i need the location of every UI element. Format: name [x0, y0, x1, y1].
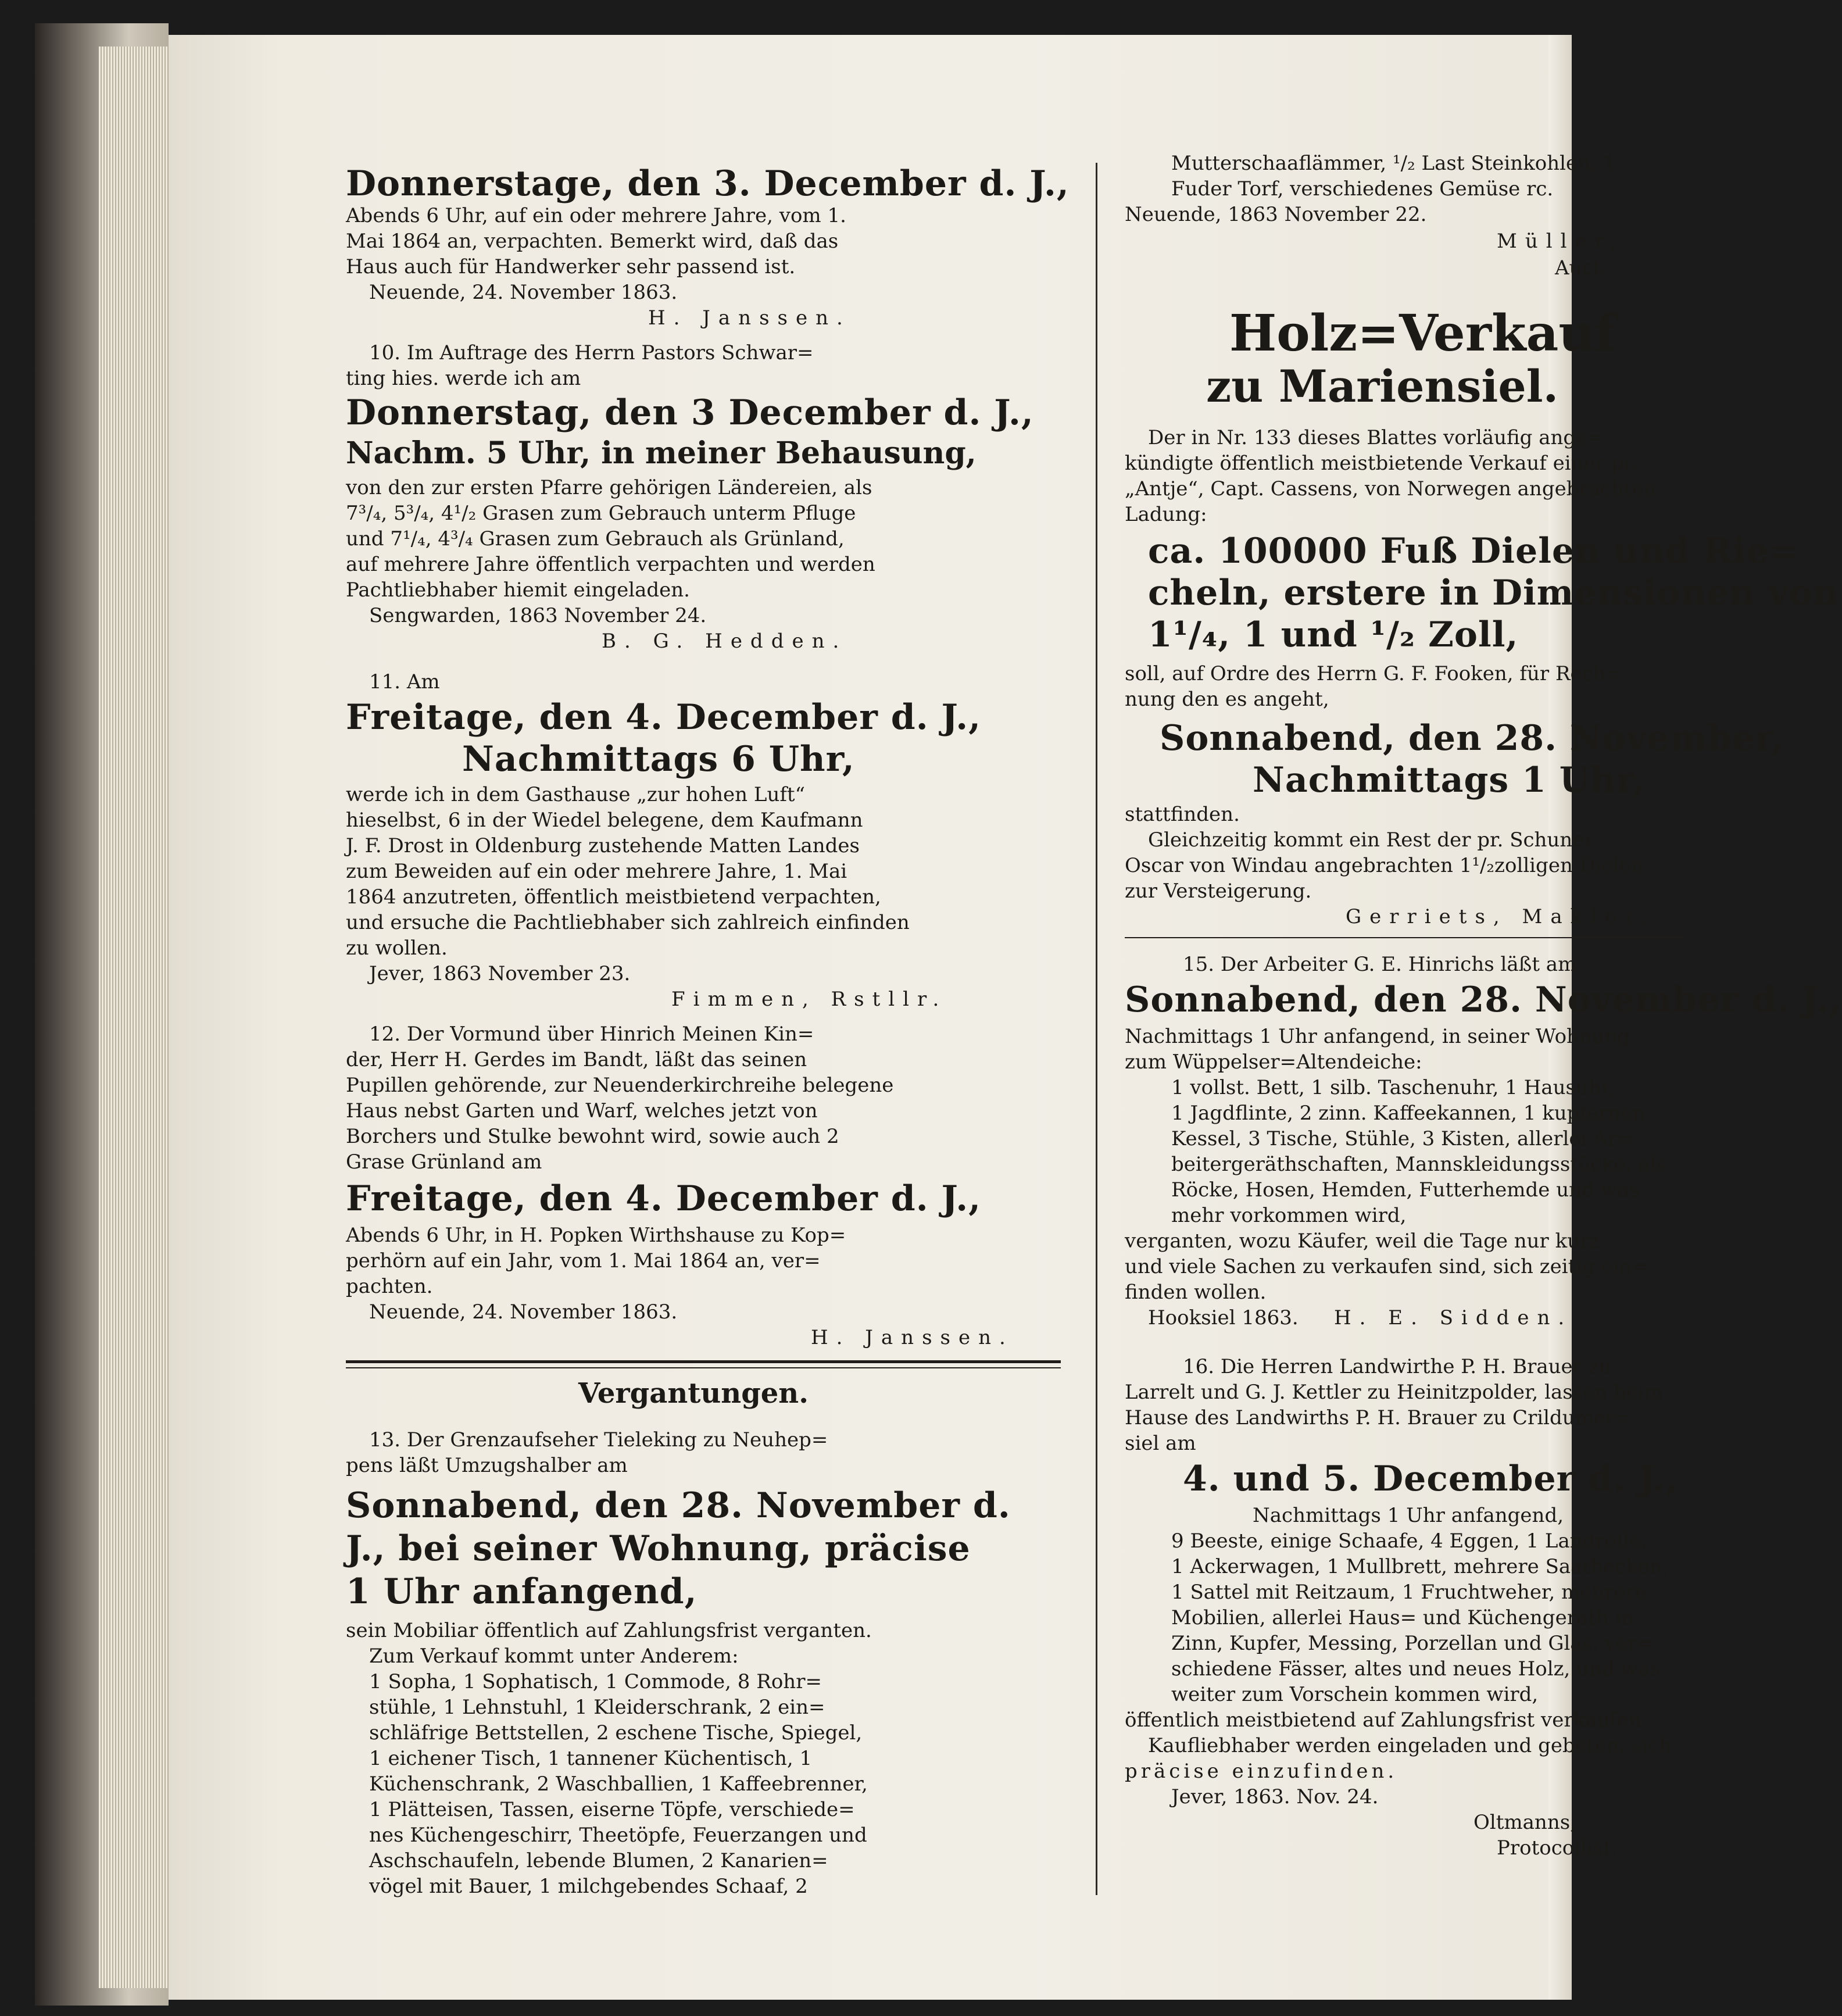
text-line: J. F. Drost in Oldenburg zustehende Matten Landes: [346, 834, 860, 857]
place-date: Sengwarden, 1863 November 24.: [369, 604, 707, 627]
text-line: und viele Sachen zu verkaufen sind, sich zeitig ein=: [1125, 1255, 1649, 1278]
date-heading: Sonnabend, den 28. November d. J.,: [1125, 980, 1842, 1020]
text-line: Zum Verkauf kommt unter Anderem:: [369, 1645, 739, 1668]
signature: H. Janssen.: [811, 1326, 1014, 1349]
text-line: Kessel, 3 Tische, Stühle, 3 Kisten, allerlei Ar=: [1171, 1127, 1634, 1150]
text-line: der, Herr H. Gerdes im Bandt, läßt das seinen: [346, 1048, 807, 1071]
date-heading: Freitage, den 4. December d. J.,: [346, 1178, 982, 1219]
ad-title: Holz=Verkauf: [1229, 304, 1616, 363]
text-line: Pupillen gehörende, zur Neuenderkirchreihe belegene: [346, 1074, 894, 1097]
text-line: 7³/₄, 5³/₄, 4¹/₂ Grasen zum Gebrauch unterm Pfluge: [346, 502, 856, 525]
signature: B. G. Hedden.: [602, 630, 847, 653]
place-date: Jever, 1863. Nov. 24.: [1171, 1785, 1379, 1808]
text-line: Abends 6 Uhr, auf ein oder mehrere Jahre, vom 1.: [346, 204, 846, 227]
text-line: Gleichzeitig kommt ein Rest der pr. Schuner: [1148, 828, 1594, 852]
place-date: Neuende, 24. November 1863.: [369, 281, 678, 304]
text-line: 1 Plätteisen, Tassen, eiserne Töpfe, verschiede=: [369, 1798, 855, 1821]
text-line: 9 Beeste, einige Schaafe, 4 Eggen, 1 Landrolle,: [1171, 1529, 1647, 1553]
text-line: mehr vorkommen wird,: [1171, 1204, 1407, 1227]
time-heading: Nachmittags 1 Uhr,: [1253, 760, 1646, 800]
time-heading: Nachm. 5 Uhr, in meiner Behausung,: [346, 435, 977, 471]
text-line: Mutterschaaflämmer, ¹/₂ Last Steinkohlen, 1: [1171, 152, 1616, 175]
date-heading: Donnerstag, den 3 December d. J.,: [346, 392, 1034, 433]
text-line: Aschschaufeln, lebende Blumen, 2 Kanarien=: [369, 1849, 828, 1872]
page-stack: [99, 47, 169, 1988]
text-line: nung den es angeht,: [1125, 688, 1329, 711]
text-line: Ladung:: [1125, 503, 1207, 526]
place-date: Neuende, 1863 November 22.: [1125, 203, 1427, 226]
text-line: nes Küchengeschirr, Theetöpfe, Feuerzangen und: [369, 1824, 867, 1847]
signature: H. E. Sidden.: [1334, 1306, 1573, 1329]
book-binding: [35, 23, 169, 2006]
text-line: hieselbst, 6 in der Wiedel belegene, dem Kaufmann: [346, 809, 863, 832]
text-line: siel am: [1125, 1432, 1196, 1455]
text-line: 11. Am: [369, 670, 440, 694]
text-line: werde ich in dem Gasthause „zur hohen Luft“: [346, 783, 805, 806]
date-heading: 4. und 5. December d. J.,: [1183, 1459, 1679, 1499]
text-line: Der in Nr. 133 dieses Blattes vorläufig ange=: [1148, 426, 1604, 449]
text-line: Zinn, Kupfer, Messing, Porzellan und Glas, ver=: [1171, 1632, 1654, 1655]
text-line: 13. Der Grenzaufseher Tieleking zu Neuhep=: [369, 1428, 828, 1452]
time-heading: 1 Uhr anfangend,: [346, 1571, 698, 1612]
date-heading: Sonnabend, den 28. November,: [1160, 718, 1784, 759]
text-line: Nachmittags 1 Uhr anfangend, in seiner Wohnung: [1125, 1025, 1630, 1048]
place-date: Jever, 1863 November 23.: [369, 962, 631, 985]
text-line: zum Wüppelser=Altendeiche:: [1125, 1050, 1422, 1074]
signature-title: Auct.: [1555, 256, 1607, 280]
text-line: Borchers und Stulke bewohnt wird, sowie auch 2: [346, 1125, 839, 1148]
text-line: pens läßt Umzugshalber am: [346, 1454, 628, 1477]
text-line: schiedene Fässer, altes und neues Holz, und was: [1171, 1657, 1660, 1681]
date-heading: Donnerstage, den 3. December d. J.,: [346, 163, 1070, 204]
text-line: 1 Sopha, 1 Sophatisch, 1 Commode, 8 Rohr=: [369, 1670, 822, 1693]
section-heading: Vergantungen.: [578, 1377, 809, 1410]
signature: Fimmen, Rstllr.: [671, 988, 947, 1011]
text-line: zu wollen.: [346, 936, 448, 960]
separator-line: [1125, 937, 1683, 938]
text-line: Nachmittags 1 Uhr anfangend,: [1253, 1504, 1564, 1527]
text-line: finden wollen.: [1125, 1281, 1267, 1304]
text-line: Pachtliebhaber hiemit eingeladen.: [346, 578, 690, 602]
text-line: präcise einzufinden.: [1125, 1760, 1398, 1783]
text-line: und 7¹/₄, 4³/₄ Grasen zum Gebrauch als Grünland,: [346, 527, 845, 551]
text-line: verganten, wozu Käufer, weil die Tage nur kurz: [1125, 1229, 1600, 1253]
text-line: beitergeräthschaften, Mannskleidungsstücke, als:: [1171, 1153, 1673, 1176]
ad-subtitle: zu Mariensiel.: [1206, 360, 1559, 412]
text-line: schläfrige Bettstellen, 2 eschene Tische, Spiegel,: [369, 1721, 863, 1745]
date-heading: J., bei seiner Wohnung, präcise: [346, 1528, 971, 1569]
text-line: Hause des Landwirths P. H. Brauer zu Crildumer=: [1125, 1406, 1632, 1429]
ad-highlight: ca. 100000 Fuß Dielen und Rie=: [1148, 531, 1799, 571]
newspaper-page: [169, 35, 1842, 2000]
signature-title: Protocollist.: [1497, 1836, 1618, 1860]
text-line: Küchenschrank, 2 Waschballien, 1 Kaffeebrenner,: [369, 1772, 868, 1796]
text-line: stühle, 1 Lehnstuhl, 1 Kleiderschrank, 2 ein=: [369, 1696, 825, 1719]
text-line: sein Mobiliar öffentlich auf Zahlungsfrist verganten.: [346, 1619, 872, 1642]
signature: H. Janssen.: [648, 306, 851, 330]
column-divider: [1096, 163, 1097, 1895]
ad-highlight: cheln, erstere in Dimensionen von: [1148, 573, 1839, 613]
text-line: Haus nebst Garten und Warf, welches jetzt von: [346, 1099, 818, 1123]
text-line: von den zur ersten Pfarre gehörigen Ländereien, als: [346, 476, 872, 499]
text-line: 1 Jagdflinte, 2 zinn. Kaffeekannen, 1 kupfernen: [1171, 1102, 1646, 1125]
text-line: Mobilien, allerlei Haus= und Küchengeräth in: [1171, 1606, 1634, 1629]
text-line: Oscar von Windau angebrachten 1¹/₂zolligen Dielen: [1125, 854, 1644, 877]
signature: Müller,: [1497, 230, 1625, 253]
text-line: Haus auch für Handwerker sehr passend ist.: [346, 255, 796, 278]
text-line: zur Versteigerung.: [1125, 880, 1312, 903]
text-line: Fuder Torf, verschiedenes Gemüse rc.: [1171, 177, 1554, 201]
section-rule-thin: [346, 1367, 1061, 1368]
place-date: Neuende, 24. November 1863.: [369, 1300, 678, 1324]
text-line: 10. Im Auftrage des Herrn Pastors Schwar=: [369, 341, 814, 364]
ad-highlight: 1¹/₄, 1 und ¹/₂ Zoll,: [1148, 614, 1519, 655]
text-line: Larrelt und G. J. Kettler zu Heinitzpolder, lassen beim: [1125, 1381, 1663, 1404]
text-line: Grase Grünland am: [346, 1150, 542, 1174]
text-line: ting hies. werde ich am: [346, 367, 581, 390]
text-line: kündigte öffentlich meistbietende Verkauf einer pr.: [1125, 452, 1637, 475]
text-line: pachten.: [346, 1275, 433, 1298]
signature: Gerriets, Makler.: [1346, 905, 1655, 928]
text-line: 1 Ackerwagen, 1 Mullbrett, mehrere Saathecken,: [1171, 1555, 1669, 1578]
text-line: 1 Sattel mit Reitzaum, 1 Fruchtweher, mehrere: [1171, 1581, 1647, 1604]
text-line: stattfinden.: [1125, 803, 1240, 826]
text-line: vögel mit Bauer, 1 milchgebendes Schaaf, 2: [369, 1875, 808, 1898]
text-line: öffentlich meistbietend auf Zahlungsfrist verkaufen.: [1125, 1708, 1648, 1732]
date-heading: Sonnabend, den 28. November d.: [346, 1485, 1011, 1526]
text-line: 15. Der Arbeiter G. E. Hinrichs läßt am: [1183, 953, 1577, 976]
text-line: „Antje“, Capt. Cassens, von Norwegen angebrachten: [1125, 477, 1657, 501]
text-line: und ersuche die Pachtliebhaber sich zahlreich einfinden: [346, 911, 910, 934]
text-line: 12. Der Vormund über Hinrich Meinen Kin=: [369, 1023, 814, 1046]
time-heading: Nachmittags 6 Uhr,: [462, 739, 855, 780]
text-line: soll, auf Ordre des Herrn G. F. Fooken, für Rech=: [1125, 662, 1623, 685]
place-date: Hooksiel 1863.: [1148, 1306, 1299, 1329]
text-line: 1864 anzutreten, öffentlich meistbietend verpachten,: [346, 885, 881, 909]
section-rule: [346, 1360, 1061, 1363]
text-line: Abends 6 Uhr, in H. Popken Wirthshause zu Kop=: [346, 1224, 846, 1247]
text-line: auf mehrere Jahre öffentlich verpachten und werden: [346, 553, 875, 576]
text-line: 1 eichener Tisch, 1 tannener Küchentisch, 1: [369, 1747, 813, 1770]
text-line: Kaufliebhaber werden eingeladen und gebeten, sich: [1148, 1734, 1672, 1757]
signature: Oltmanns,: [1473, 1811, 1576, 1834]
date-heading: Freitage, den 4. December d. J.,: [346, 697, 982, 738]
text-line: zum Beweiden auf ein oder mehrere Jahre, 1. Mai: [346, 860, 847, 883]
text-line: weiter zum Vorschein kommen wird,: [1171, 1683, 1539, 1706]
text-line: 1 vollst. Bett, 1 silb. Taschenuhr, 1 Hausuhr,: [1171, 1076, 1615, 1099]
text-line: Mai 1864 an, verpachten. Bemerkt wird, daß das: [346, 230, 839, 253]
text-line: perhörn auf ein Jahr, vom 1. Mai 1864 an, ver=: [346, 1249, 821, 1272]
text-line: Röcke, Hosen, Hemden, Futterhemde und was: [1171, 1178, 1640, 1202]
text-line: 16. Die Herren Landwirthe P. H. Brauer zu: [1183, 1355, 1612, 1378]
